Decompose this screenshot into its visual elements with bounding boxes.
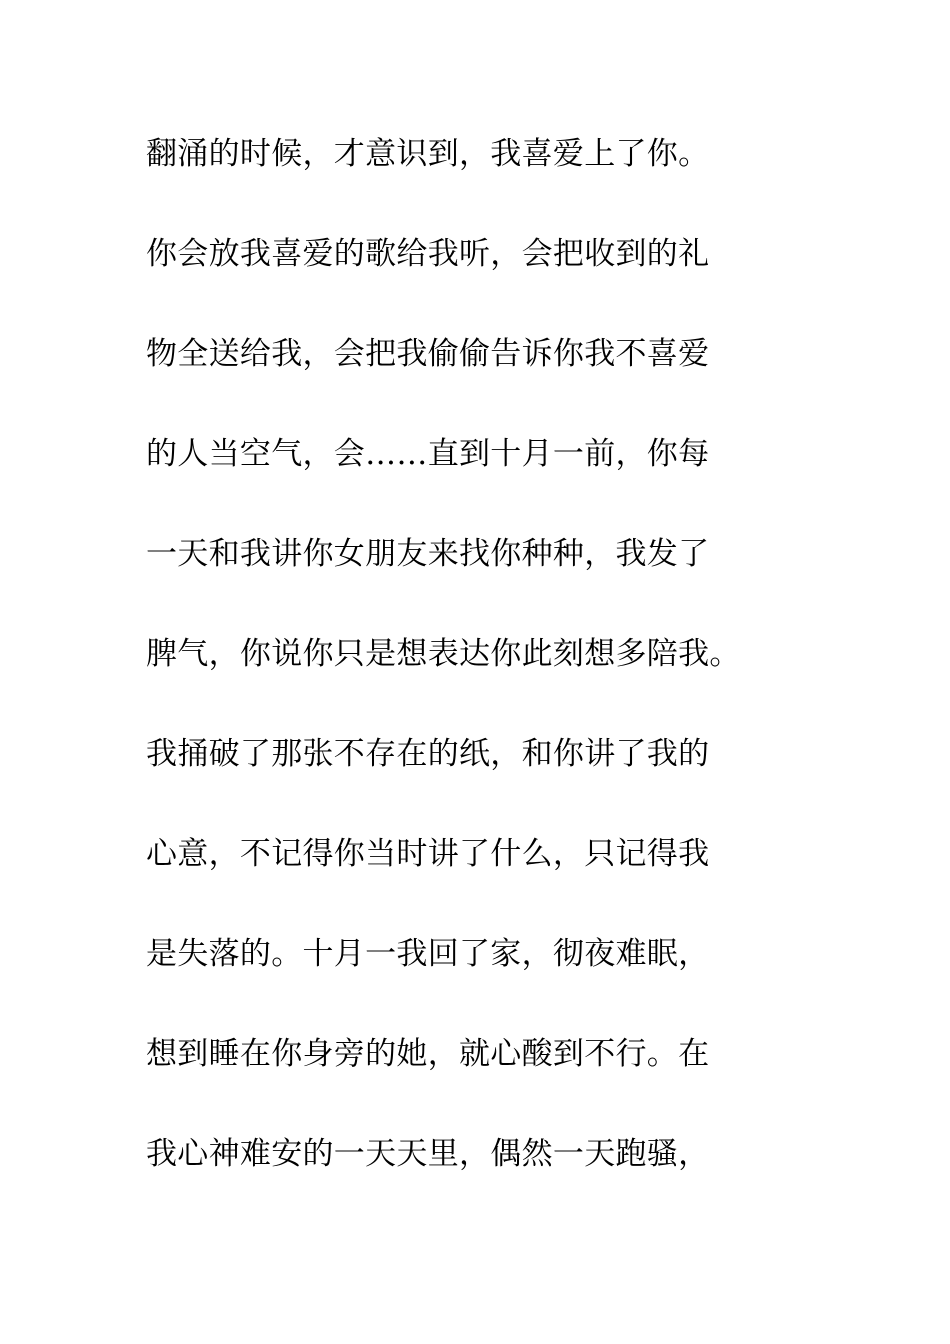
text-line-9: 是失落的。十月一我回了家，彻夜难眠， [146,936,710,972]
text-line-2: 你会放我喜爱的歌给我听，会把收到的礼 [146,236,710,272]
text-line-6: 脾气，你说你只是想表达你此刻想多陪我。 [146,636,741,672]
text-line-3: 物全送给我，会把我偷偷告诉你我不喜爱 [146,336,710,372]
body-text [146,124,846,1224]
text-line-10: 想到睡在你身旁的她，就心酸到不行。在 [146,1036,710,1072]
text-line-1: 翻涌的时候，才意识到，我喜爱上了你。 [146,136,710,172]
text-line-4: 的人当空气，会……直到十月一前，你每 [146,436,710,472]
text-line-5: 一天和我讲你女朋友来找你种种，我发了 [146,536,710,572]
text-line-8: 心意，不记得你当时讲了什么，只记得我 [146,836,710,872]
text-line-7: 我捅破了那张不存在的纸，和你讲了我的 [146,736,710,772]
text-line-11: 我心神难安的一天天里，偶然一天跑骚， [146,1136,710,1172]
